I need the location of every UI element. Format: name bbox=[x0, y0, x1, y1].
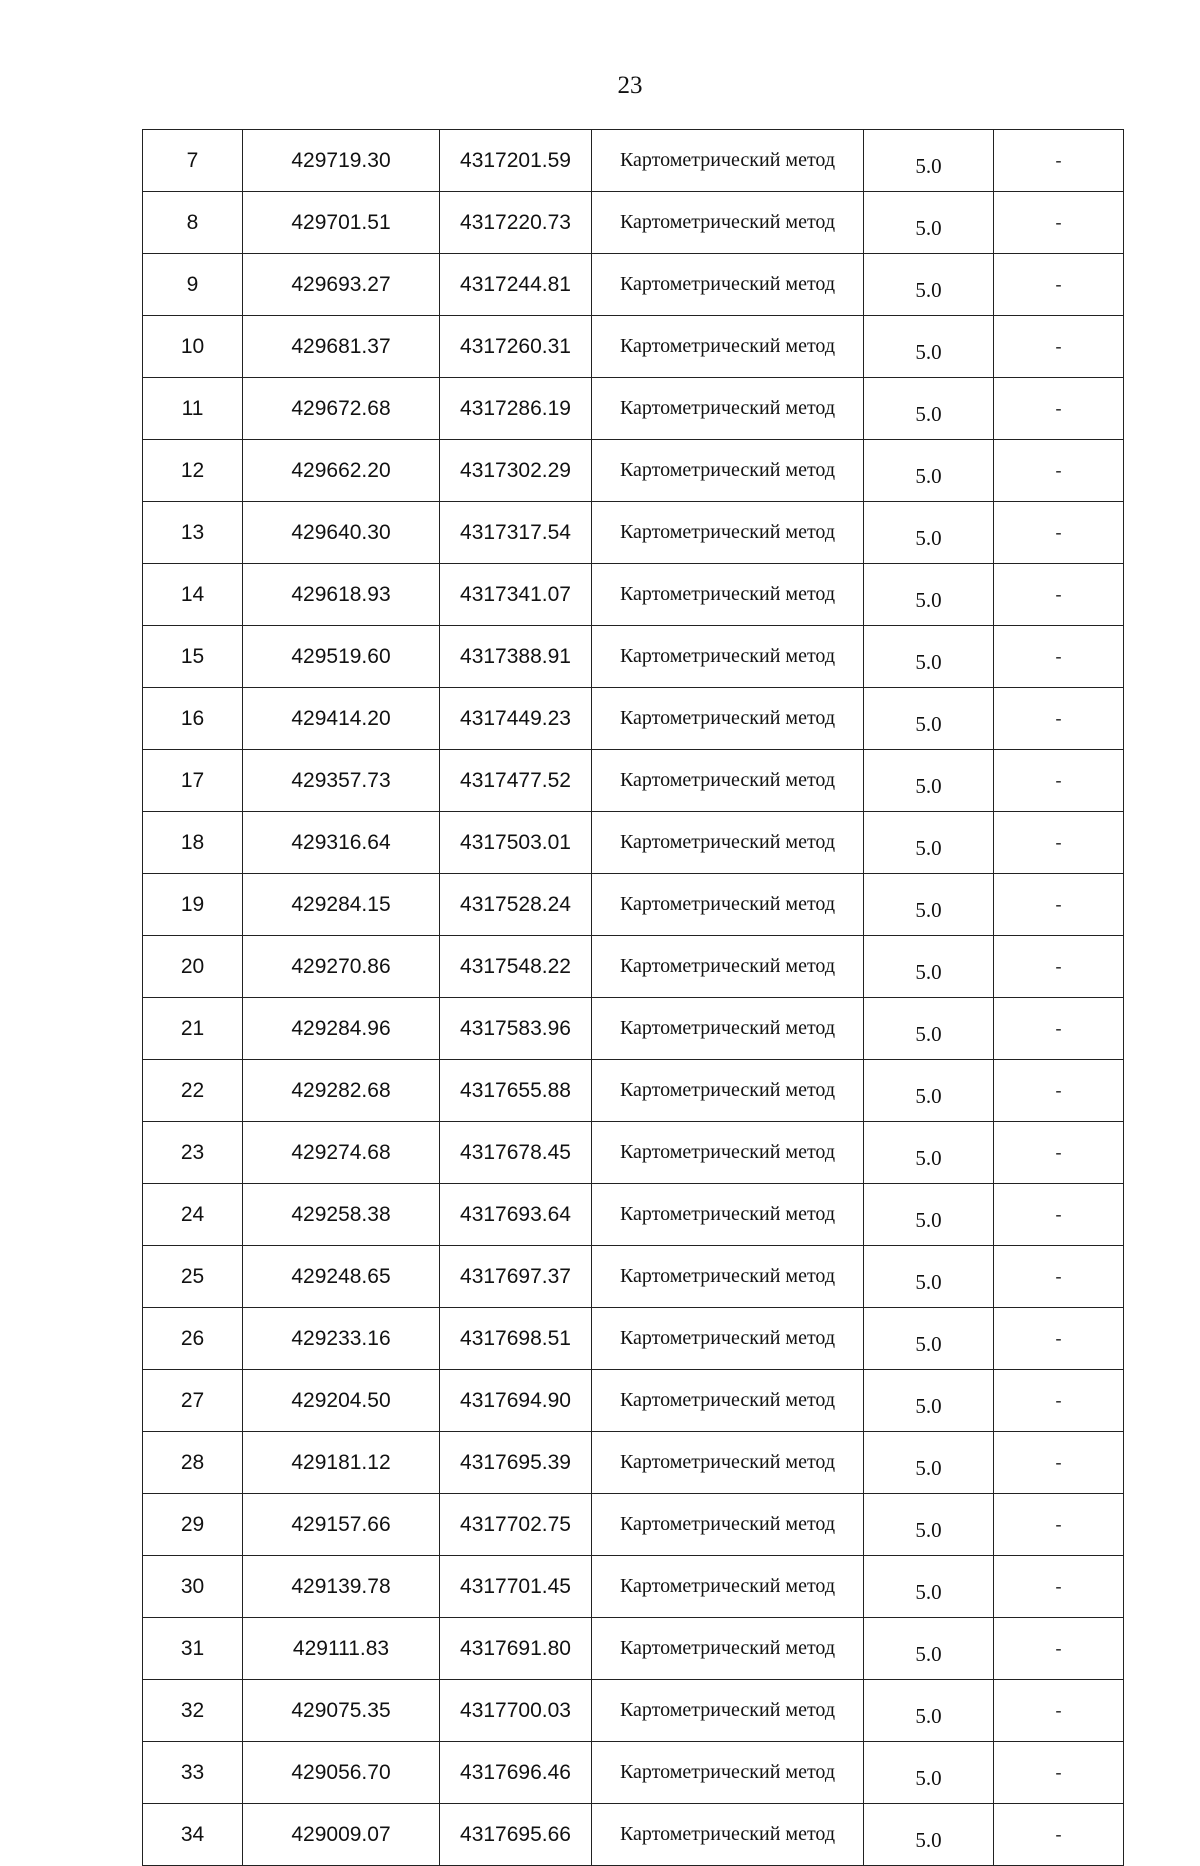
point-number-cell: 31 bbox=[143, 1618, 243, 1680]
x-coordinate-cell: 429618.93 bbox=[243, 564, 440, 626]
y-coordinate-cell: 4317286.19 bbox=[440, 378, 592, 440]
method-cell: Картометрический метод bbox=[592, 1494, 864, 1556]
point-number-cell: 28 bbox=[143, 1432, 243, 1494]
x-coordinate-cell: 429284.15 bbox=[243, 874, 440, 936]
accuracy-cell: 5.0 bbox=[864, 626, 994, 688]
accuracy-cell: 5.0 bbox=[864, 1804, 994, 1866]
point-number-cell: 8 bbox=[143, 192, 243, 254]
accuracy-cell: 5.0 bbox=[864, 1308, 994, 1370]
point-number-cell: 11 bbox=[143, 378, 243, 440]
note-cell: - bbox=[994, 998, 1124, 1060]
point-number-cell: 14 bbox=[143, 564, 243, 626]
point-number-cell: 27 bbox=[143, 1370, 243, 1432]
table-row bbox=[143, 378, 1124, 440]
y-coordinate-cell: 4317477.52 bbox=[440, 750, 592, 812]
point-number-cell: 22 bbox=[143, 1060, 243, 1122]
point-number-cell: 16 bbox=[143, 688, 243, 750]
point-number-cell: 25 bbox=[143, 1246, 243, 1308]
table-row bbox=[143, 1804, 1124, 1866]
accuracy-cell: 5.0 bbox=[864, 1618, 994, 1680]
point-number-cell: 17 bbox=[143, 750, 243, 812]
note-cell: - bbox=[994, 192, 1124, 254]
table-row bbox=[143, 1370, 1124, 1432]
point-number-cell: 33 bbox=[143, 1742, 243, 1804]
method-cell: Картометрический метод bbox=[592, 1308, 864, 1370]
note-cell: - bbox=[994, 1742, 1124, 1804]
point-number-cell: 20 bbox=[143, 936, 243, 998]
y-coordinate-cell: 4317701.45 bbox=[440, 1556, 592, 1618]
table-row bbox=[143, 874, 1124, 936]
y-coordinate-cell: 4317695.39 bbox=[440, 1432, 592, 1494]
x-coordinate-cell: 429701.51 bbox=[243, 192, 440, 254]
y-coordinate-cell: 4317449.23 bbox=[440, 688, 592, 750]
note-cell: - bbox=[994, 1618, 1124, 1680]
point-number-cell: 26 bbox=[143, 1308, 243, 1370]
table-row bbox=[143, 688, 1124, 750]
point-number-cell: 13 bbox=[143, 502, 243, 564]
note-cell: - bbox=[994, 316, 1124, 378]
table-row bbox=[143, 1618, 1124, 1680]
y-coordinate-cell: 4317244.81 bbox=[440, 254, 592, 316]
accuracy-cell: 5.0 bbox=[864, 1680, 994, 1742]
table-row bbox=[143, 1184, 1124, 1246]
table-row bbox=[143, 254, 1124, 316]
table-row bbox=[143, 1060, 1124, 1122]
note-cell: - bbox=[994, 936, 1124, 998]
point-number-cell: 10 bbox=[143, 316, 243, 378]
x-coordinate-cell: 429693.27 bbox=[243, 254, 440, 316]
table-row bbox=[143, 1308, 1124, 1370]
method-cell: Картометрический метод bbox=[592, 998, 864, 1060]
accuracy-cell: 5.0 bbox=[864, 1432, 994, 1494]
accuracy-cell: 5.0 bbox=[864, 564, 994, 626]
accuracy-cell: 5.0 bbox=[864, 254, 994, 316]
x-coordinate-cell: 429672.68 bbox=[243, 378, 440, 440]
x-coordinate-cell: 429662.20 bbox=[243, 440, 440, 502]
point-number-cell: 7 bbox=[143, 130, 243, 192]
y-coordinate-cell: 4317693.64 bbox=[440, 1184, 592, 1246]
accuracy-cell: 5.0 bbox=[864, 1184, 994, 1246]
note-cell: - bbox=[994, 1556, 1124, 1618]
method-cell: Картометрический метод bbox=[592, 1246, 864, 1308]
y-coordinate-cell: 4317698.51 bbox=[440, 1308, 592, 1370]
accuracy-cell: 5.0 bbox=[864, 874, 994, 936]
point-number-cell: 29 bbox=[143, 1494, 243, 1556]
method-cell: Картометрический метод bbox=[592, 1804, 864, 1866]
note-cell: - bbox=[994, 1184, 1124, 1246]
y-coordinate-cell: 4317302.29 bbox=[440, 440, 592, 502]
y-coordinate-cell: 4317528.24 bbox=[440, 874, 592, 936]
point-number-cell: 30 bbox=[143, 1556, 243, 1618]
note-cell: - bbox=[994, 812, 1124, 874]
y-coordinate-cell: 4317341.07 bbox=[440, 564, 592, 626]
table-row bbox=[143, 812, 1124, 874]
accuracy-cell: 5.0 bbox=[864, 440, 994, 502]
method-cell: Картометрический метод bbox=[592, 1742, 864, 1804]
accuracy-cell: 5.0 bbox=[864, 378, 994, 440]
table-row bbox=[143, 1556, 1124, 1618]
y-coordinate-cell: 4317678.45 bbox=[440, 1122, 592, 1184]
note-cell: - bbox=[994, 502, 1124, 564]
method-cell: Картометрический метод bbox=[592, 812, 864, 874]
y-coordinate-cell: 4317700.03 bbox=[440, 1680, 592, 1742]
note-cell: - bbox=[994, 378, 1124, 440]
point-number-cell: 9 bbox=[143, 254, 243, 316]
accuracy-cell: 5.0 bbox=[864, 1494, 994, 1556]
table-row bbox=[143, 998, 1124, 1060]
note-cell: - bbox=[994, 564, 1124, 626]
y-coordinate-cell: 4317697.37 bbox=[440, 1246, 592, 1308]
accuracy-cell: 5.0 bbox=[864, 316, 994, 378]
y-coordinate-cell: 4317702.75 bbox=[440, 1494, 592, 1556]
x-coordinate-cell: 429075.35 bbox=[243, 1680, 440, 1742]
point-number-cell: 18 bbox=[143, 812, 243, 874]
accuracy-cell: 5.0 bbox=[864, 812, 994, 874]
table-row bbox=[143, 440, 1124, 502]
accuracy-cell: 5.0 bbox=[864, 936, 994, 998]
method-cell: Картометрический метод bbox=[592, 1618, 864, 1680]
x-coordinate-cell: 429414.20 bbox=[243, 688, 440, 750]
y-coordinate-cell: 4317201.59 bbox=[440, 130, 592, 192]
point-number-cell: 15 bbox=[143, 626, 243, 688]
method-cell: Картометрический метод bbox=[592, 130, 864, 192]
note-cell: - bbox=[994, 688, 1124, 750]
method-cell: Картометрический метод bbox=[592, 874, 864, 936]
method-cell: Картометрический метод bbox=[592, 626, 864, 688]
method-cell: Картометрический метод bbox=[592, 316, 864, 378]
method-cell: Картометрический метод bbox=[592, 1370, 864, 1432]
accuracy-cell: 5.0 bbox=[864, 1556, 994, 1618]
point-number-cell: 19 bbox=[143, 874, 243, 936]
note-cell: - bbox=[994, 254, 1124, 316]
point-number-cell: 24 bbox=[143, 1184, 243, 1246]
x-coordinate-cell: 429233.16 bbox=[243, 1308, 440, 1370]
x-coordinate-cell: 429519.60 bbox=[243, 626, 440, 688]
method-cell: Картометрический метод bbox=[592, 192, 864, 254]
page-number: 23 bbox=[617, 72, 643, 99]
note-cell: - bbox=[994, 1432, 1124, 1494]
table-row bbox=[143, 130, 1124, 192]
x-coordinate-cell: 429357.73 bbox=[243, 750, 440, 812]
coordinates-table bbox=[142, 129, 1124, 1866]
x-coordinate-cell: 429181.12 bbox=[243, 1432, 440, 1494]
accuracy-cell: 5.0 bbox=[864, 1246, 994, 1308]
x-coordinate-cell: 429009.07 bbox=[243, 1804, 440, 1866]
x-coordinate-cell: 429248.65 bbox=[243, 1246, 440, 1308]
accuracy-cell: 5.0 bbox=[864, 502, 994, 564]
x-coordinate-cell: 429139.78 bbox=[243, 1556, 440, 1618]
y-coordinate-cell: 4317695.66 bbox=[440, 1804, 592, 1866]
method-cell: Картометрический метод bbox=[592, 936, 864, 998]
method-cell: Картометрический метод bbox=[592, 688, 864, 750]
method-cell: Картометрический метод bbox=[592, 1184, 864, 1246]
method-cell: Картометрический метод bbox=[592, 1680, 864, 1742]
accuracy-cell: 5.0 bbox=[864, 192, 994, 254]
coordinates-table-body bbox=[143, 130, 1124, 1866]
method-cell: Картометрический метод bbox=[592, 1122, 864, 1184]
y-coordinate-cell: 4317583.96 bbox=[440, 998, 592, 1060]
method-cell: Картометрический метод bbox=[592, 750, 864, 812]
table-row bbox=[143, 1246, 1124, 1308]
table-row bbox=[143, 316, 1124, 378]
accuracy-cell: 5.0 bbox=[864, 998, 994, 1060]
point-number-cell: 21 bbox=[143, 998, 243, 1060]
x-coordinate-cell: 429111.83 bbox=[243, 1618, 440, 1680]
accuracy-cell: 5.0 bbox=[864, 1122, 994, 1184]
note-cell: - bbox=[994, 1308, 1124, 1370]
x-coordinate-cell: 429056.70 bbox=[243, 1742, 440, 1804]
point-number-cell: 34 bbox=[143, 1804, 243, 1866]
y-coordinate-cell: 4317548.22 bbox=[440, 936, 592, 998]
x-coordinate-cell: 429640.30 bbox=[243, 502, 440, 564]
y-coordinate-cell: 4317503.01 bbox=[440, 812, 592, 874]
table-row bbox=[143, 564, 1124, 626]
note-cell: - bbox=[994, 1246, 1124, 1308]
y-coordinate-cell: 4317317.54 bbox=[440, 502, 592, 564]
note-cell: - bbox=[994, 1370, 1124, 1432]
table-row bbox=[143, 1122, 1124, 1184]
accuracy-cell: 5.0 bbox=[864, 750, 994, 812]
x-coordinate-cell: 429282.68 bbox=[243, 1060, 440, 1122]
x-coordinate-cell: 429284.96 bbox=[243, 998, 440, 1060]
note-cell: - bbox=[994, 440, 1124, 502]
table-row bbox=[143, 502, 1124, 564]
note-cell: - bbox=[994, 1494, 1124, 1556]
table-row bbox=[143, 192, 1124, 254]
note-cell: - bbox=[994, 130, 1124, 192]
table-row bbox=[143, 750, 1124, 812]
table-row bbox=[143, 936, 1124, 998]
table-row bbox=[143, 626, 1124, 688]
note-cell: - bbox=[994, 750, 1124, 812]
y-coordinate-cell: 4317691.80 bbox=[440, 1618, 592, 1680]
point-number-cell: 12 bbox=[143, 440, 243, 502]
note-cell: - bbox=[994, 1060, 1124, 1122]
y-coordinate-cell: 4317694.90 bbox=[440, 1370, 592, 1432]
note-cell: - bbox=[994, 1804, 1124, 1866]
note-cell: - bbox=[994, 626, 1124, 688]
x-coordinate-cell: 429258.38 bbox=[243, 1184, 440, 1246]
method-cell: Картометрический метод bbox=[592, 254, 864, 316]
point-number-cell: 23 bbox=[143, 1122, 243, 1184]
point-number-cell: 32 bbox=[143, 1680, 243, 1742]
x-coordinate-cell: 429719.30 bbox=[243, 130, 440, 192]
note-cell: - bbox=[994, 1122, 1124, 1184]
y-coordinate-cell: 4317388.91 bbox=[440, 626, 592, 688]
method-cell: Картометрический метод bbox=[592, 502, 864, 564]
method-cell: Картометрический метод bbox=[592, 1432, 864, 1494]
method-cell: Картометрический метод bbox=[592, 1060, 864, 1122]
accuracy-cell: 5.0 bbox=[864, 1370, 994, 1432]
method-cell: Картометрический метод bbox=[592, 1556, 864, 1618]
method-cell: Картометрический метод bbox=[592, 564, 864, 626]
y-coordinate-cell: 4317696.46 bbox=[440, 1742, 592, 1804]
method-cell: Картометрический метод bbox=[592, 378, 864, 440]
table-row bbox=[143, 1680, 1124, 1742]
x-coordinate-cell: 429204.50 bbox=[243, 1370, 440, 1432]
y-coordinate-cell: 4317655.88 bbox=[440, 1060, 592, 1122]
method-cell: Картометрический метод bbox=[592, 440, 864, 502]
y-coordinate-cell: 4317220.73 bbox=[440, 192, 592, 254]
x-coordinate-cell: 429316.64 bbox=[243, 812, 440, 874]
table-row bbox=[143, 1432, 1124, 1494]
note-cell: - bbox=[994, 1680, 1124, 1742]
x-coordinate-cell: 429274.68 bbox=[243, 1122, 440, 1184]
accuracy-cell: 5.0 bbox=[864, 1742, 994, 1804]
table-row bbox=[143, 1494, 1124, 1556]
x-coordinate-cell: 429270.86 bbox=[243, 936, 440, 998]
accuracy-cell: 5.0 bbox=[864, 688, 994, 750]
x-coordinate-cell: 429157.66 bbox=[243, 1494, 440, 1556]
x-coordinate-cell: 429681.37 bbox=[243, 316, 440, 378]
accuracy-cell: 5.0 bbox=[864, 130, 994, 192]
note-cell: - bbox=[994, 874, 1124, 936]
table-row bbox=[143, 1742, 1124, 1804]
y-coordinate-cell: 4317260.31 bbox=[440, 316, 592, 378]
accuracy-cell: 5.0 bbox=[864, 1060, 994, 1122]
